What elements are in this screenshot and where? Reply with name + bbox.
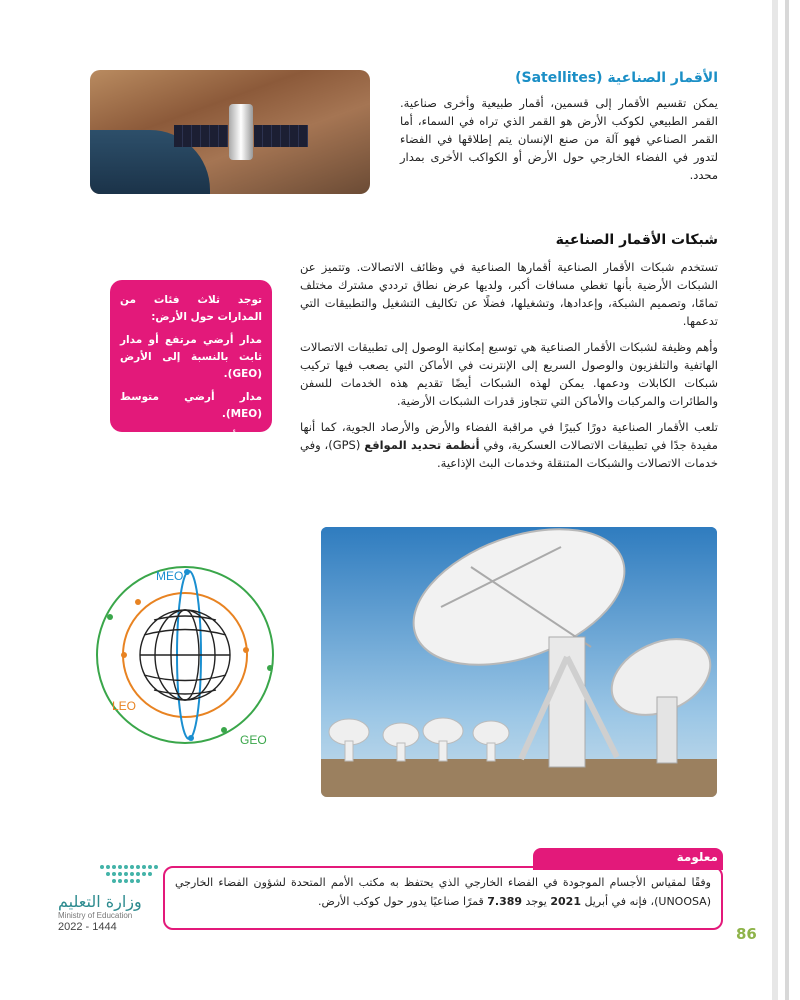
info-text-start: وفقًا لمقياس الأجسام الموجودة في الفضاء الخارجي الذي يحتفظ به مكتب الأمم المتحدة لشؤون الفضاء الخارجي (UNOOSA)، فإنه في أبريل [175,876,711,908]
p3-end: (GPS)، وفي خدمات الاتصالات والشبكات المتنقلة وخدمات البث الإذاعية. [300,438,718,470]
solar-panel-right [254,125,308,147]
p3-start: تلعب الأقمار الصناعية دورًا كبيرًا في مراقبة الفضاء والأرض والأرصاد الجوية، كما أنها مفيدة جدًا في تطبيقات الاتصالات العسكرية، وفي [300,420,718,452]
orbit-categories-box [110,280,272,443]
orbit-category-leo: مدار أرضي منخفض (LEO). [121,431,262,443]
info-text-end: قمرًا صناعيًا يدور حول كوكب الأرض. [317,895,488,908]
page-number: 86 [736,925,757,943]
networks-paragraph-3 [300,418,718,472]
page-binding-edge [772,0,778,1000]
page-binding-edge-inner [785,0,789,1000]
edition-year: 2022 - 1444 [58,921,117,933]
satellite-photo [90,70,370,194]
section-title-satellites: الأقمار الصناعية (Satellites) [515,70,718,86]
leo-satellite-dot [121,652,127,658]
solar-panel-left [174,125,228,147]
info-title: معلومة [676,850,718,864]
info-box [163,866,723,930]
leo-satellite-dot-3 [135,599,141,605]
geo-satellite-dot-2 [221,727,227,733]
meo-satellite-dot-2 [188,735,194,741]
meo-satellite-dot [184,569,190,575]
p3-bold-term: أنظمة تحديد المواقع [364,438,480,452]
info-text-mid: يوجد [522,895,551,908]
networks-paragraph-2: وأهم وظيفة لشبكات الأقمار الصناعية هي توسيع إمكانية الوصول إلى تطبيقات الاتصالات الهاتفية والتلفزيون والوصول السريع إلى الإنترنت في الأماكن التي يصعب فيها تركيب شبكات الكابلات ودعمها. يمكن لهذه الشبكات أيضًا تقديم هذه الخدمات للسفن والطائرات والمركبات والأماكن التي تتجاوز قدرات الشبكات الأرضية. [300,340,718,408]
orbit-categories-intro: توجد ثلاث فئات من المدارات حول الأرض: [120,294,262,323]
leo-label: LEO [112,699,137,713]
geo-satellite-dot-3 [267,665,273,671]
globe-icon [140,610,230,700]
leo-satellite-dot-2 [243,647,249,653]
meo-label: MEO [156,569,184,583]
networks-body [300,258,718,480]
networks-paragraph-1: تستخدم شبكات الأقمار الصناعية أقمارها الصناعية في وظائف الاتصالات. وتتميز عن الشبكات الأرضية بأنها تغطي مسافات أكبر، ولديها عرض نطاق ترددي مشترك مختلف تمامًا، وتصميم الشبكة، وإعدادها، وتشغيلها، فضلًا عن تكاليف التشغيل والتطبيقات التي تدعمها. [300,260,718,328]
satellites-paragraph: يمكن تقسيم الأقمار إلى قسمين، أقمار طبيعية وأخرى صناعية. القمر الطبيعي لكوكب الأرض هو القمر الذي تراه في السماء، أما القمر الصناعي فهو آلة من صنع الإنسان يتم إطلاقها في الفضاء لتدور في الفضاء الخارجي حول الأرض أو الكواكب الأخرى بمدار محدد. [400,96,718,182]
ministry-logo [58,862,188,933]
logo-arabic-text: وزارة التعليم [58,892,142,911]
logo-dots-icon [58,862,168,888]
orbit-category-geo: مدار أرضي مرتفع أو مدار ثابت بالنسبة إلى الأرض (GEO). [120,334,262,380]
orbit-diagram [92,562,278,748]
orbit-category-meo: مدار أرضي متوسط (MEO). [120,391,262,420]
ground [321,759,717,797]
info-satellite-count: 7.389 [487,895,523,908]
radio-telescope-photo [321,527,717,797]
logo-english-text: Ministry of Education [58,911,133,920]
satellite-body [229,104,253,160]
geo-label: GEO [240,733,267,747]
info-year: 2021 [550,895,581,908]
section-title-networks: شبكات الأقمار الصناعية [555,232,718,248]
geo-satellite-dot [107,614,113,620]
